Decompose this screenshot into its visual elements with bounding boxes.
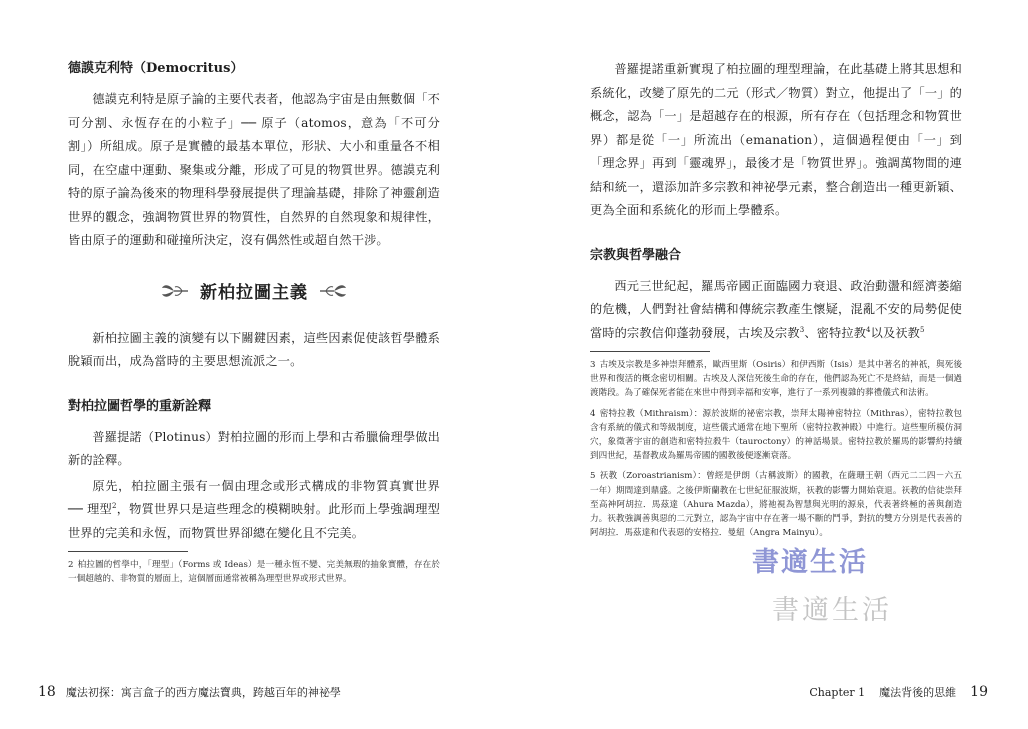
- footnote-number: 4: [590, 408, 596, 419]
- footnote-text: 柏拉圖的哲學中，「理型」（Forms 或 Ideas）是一種永恆不變、完美無瑕的抽象實體，存在於一個超越的、非物質的層面上，這個層面通常被稱為理型世界或形式世界。: [68, 560, 440, 585]
- ornament-right-icon: [318, 280, 348, 302]
- footnote-divider: [68, 551, 188, 552]
- footnote-2: [68, 558, 440, 586]
- footnote-5: [590, 469, 962, 540]
- footnote-number: 2: [68, 560, 74, 570]
- watermark-line1: 書適生活: [752, 547, 868, 578]
- footnote-text: 祆教（Zoroastrianism）：曾經是伊朗（古稱波斯）的國教，在薩珊王朝（西元二二四－六五一年）期間達到鼎盛。之後伊斯蘭教在七世紀征服波斯，祆教的影響力開始衰退。祆教的信徒崇拜至高神阿胡拉．馬茲達（Ahura Mazda），將祂視為智慧與光明的源泉，代表著終極的善與創造力。祆教強調善與惡的二元對立，認為宇宙中存在著一場不斷的鬥爭，對抗的雙方分別是代表善的阿胡拉．馬茲達和代表惡的安格拉．曼紐（Angra Mainyu）。: [590, 471, 962, 539]
- footnote-ref-5: 5: [920, 325, 925, 334]
- p2-before: 原先，柏拉圖主張有一個由理念或形式構成的非物質真實世界 ── 理型: [68, 478, 440, 516]
- chapter-title: 魔法背後的思維: [879, 686, 957, 699]
- fusion-text: 西元三世紀起，羅馬帝國正面臨國力衰退、政治動盪和經濟萎縮的危機，人們對社會結構和傳統宗教產生懷疑，混亂不安的局勢促使當時的宗教信仰蓬勃發展，古埃及宗教: [590, 278, 962, 340]
- page-number-right: 19: [970, 684, 988, 700]
- ornament-left-icon: [160, 280, 190, 302]
- section-title: [68, 275, 440, 307]
- footnote-4: [590, 407, 962, 464]
- chapter-label: Chapter 1: [809, 686, 866, 699]
- right-footer: [809, 684, 988, 700]
- fusion-mid1: 、密特拉教: [804, 325, 867, 340]
- plotinus-paragraph: 普羅提諾重新實現了柏拉圖的理型理論，在此基礎上將其思想和系統化，改變了原先的二元（形式／物質）對立，他提出了「一」的概念，認為「一」是超越存在的根源，所有存在（包括理念和物質世界）都是從「一」所流出（emanation），這個過程便由「一」到「理念界」再到「靈魂界」，最後才是「物質世界」。強調萬物間的連結和統一，還添加許多宗教和神祕學元素，整合創造出一種更新穎、更為全面和系統化的形而上學體系。: [590, 62, 962, 217]
- fusion-paragraph: [590, 275, 962, 346]
- democritus-heading: 德謨克利特（Democritus）: [68, 61, 244, 76]
- fusion-heading: 宗教與哲學融合: [590, 247, 682, 263]
- p2-after: ，物質世界只是這些理念的模糊映射。此形而上學強調理型世界的完美和永恆，而物質世界卻總在變化且不完美。: [68, 502, 440, 540]
- left-content: [68, 58, 440, 592]
- reinterpretation-p2: [68, 475, 440, 546]
- footnote-text: 古埃及宗教是多神崇拜體系，歐西里斯（Osiris）和伊西斯（Isis）是其中著名的神祇，與死後世界和復活的概念密切相關。古埃及人深信死後生命的存在，他們認為死亡不是終結，而是一個過渡階段。為了確保死者能在來世中得到幸福和安寧，進行了一系列複雜的葬禮儀式和法術。: [590, 360, 962, 399]
- footnote-number: 3: [590, 360, 596, 370]
- footnote-divider: [590, 351, 710, 352]
- fusion-mid2: 以及祆教: [870, 325, 921, 340]
- page-number-left: 18: [38, 684, 56, 700]
- reinterpretation-heading: 對柏拉圖哲學的重新詮釋: [68, 398, 212, 414]
- footnote-text: 密特拉教（Mithraism）：源於波斯的祕密宗教，崇拜太陽神密特拉（Mithras），密特拉教包含有系統的儀式和等級制度，這些儀式通常在地下聖所（密特拉教神殿）中進行。這些聖所模仿洞穴，象徵著宇宙的創造和密特拉殺牛（tauroctony）的神話場景。密特拉教於羅馬的影響約持續到四世紀，基督教成為羅馬帝國的國教後便逐漸衰落。: [590, 408, 962, 462]
- right-page: [514, 0, 1028, 729]
- left-footer: [38, 684, 341, 700]
- democritus-paragraph: 德謨克利特是原子論的主要代表者，他認為宇宙是由無數個「不可分割、永恆存在的小粒子」── 原子（atomos，意為「不可分割」）所組成。原子是實體的最基本單位，形狀、大小和重量各不相同，在空虛中運動、聚集或分離，形成了可見的物質世界。德謨克利特的原子論為後來的物理科學發展提供了理論基礎，排除了神靈創造世界的觀念，強調物質世界的物質性，自然界的自然現象和規律性，皆由原子的運動和碰撞所決定，沒有偶然性或超自然干涉。: [68, 92, 440, 247]
- footnote-ref-4: 4: [866, 325, 871, 334]
- section-title-label: 新柏拉圖主義: [200, 283, 308, 303]
- footnote-number: 5: [590, 471, 596, 482]
- footnote-3: [590, 358, 962, 401]
- watermark-line2: 書適生活: [772, 595, 892, 626]
- section-intro: 新柏拉圖主義的演變有以下關鍵因素，這些因素促使該哲學體系脫穎而出，成為當時的主要思想流派之一。: [68, 330, 440, 368]
- reinterpretation-p1: 普羅提諾（Plotinus）對柏拉圖的形而上學和古希臘倫理學做出新的詮釋。: [68, 429, 440, 467]
- book-title: 魔法初探：寓言盒子的西方魔法寶典，跨越百年的神祕學: [65, 686, 341, 699]
- right-content: [590, 58, 962, 546]
- footnote-ref-3: 3: [799, 325, 805, 334]
- footnote-ref-2: 2: [111, 501, 117, 510]
